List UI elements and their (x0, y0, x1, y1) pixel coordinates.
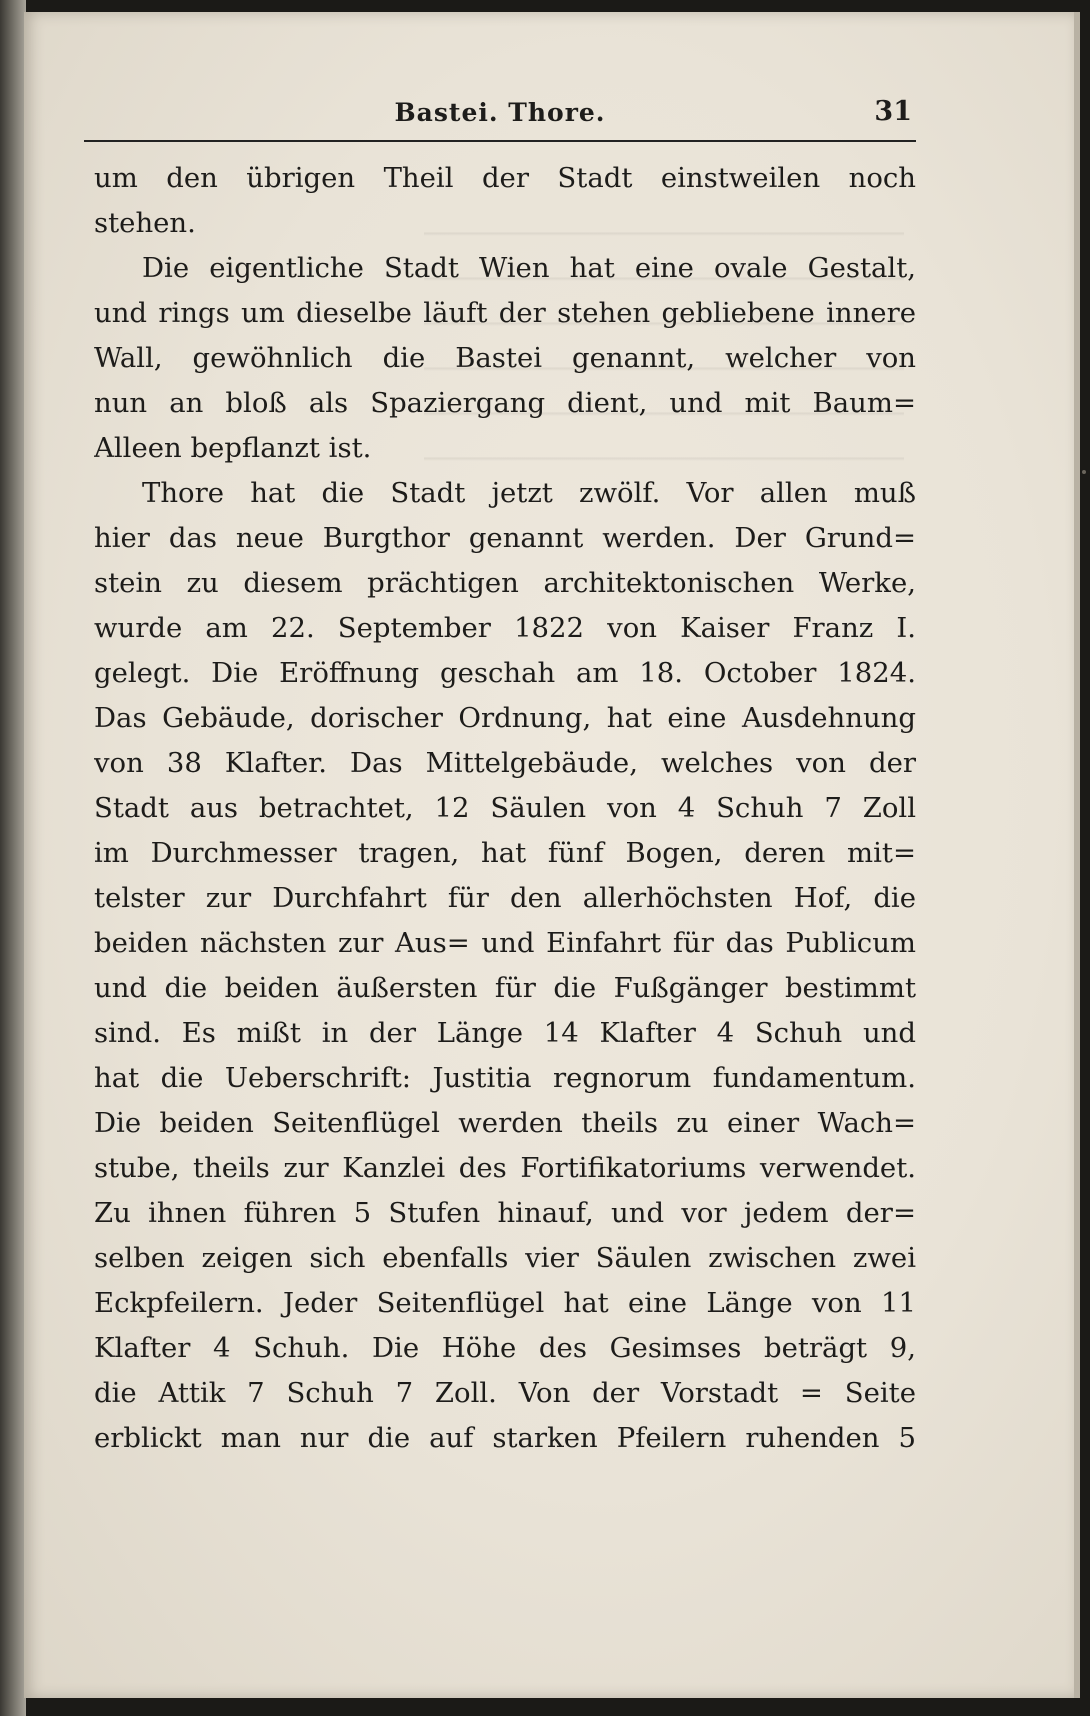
book-spine-edge (0, 0, 26, 1716)
text-line: Stadt aus betrachtet, 12 Säulen von 4 Schuh 7 Zoll (94, 792, 916, 824)
ink-speck (1082, 470, 1086, 474)
page-header (84, 96, 916, 142)
text-line: Die beiden Seitenflügel werden theils zu einer Wach= (94, 1107, 916, 1139)
text-line: Die eigentliche Stadt Wien hat eine ovale Gestalt, (142, 252, 916, 284)
text-line: gelegt. Die Eröffnung geschah am 18. October 1824. (94, 657, 916, 689)
text-line: von 38 Klafter. Das Mittelgebäude, welches von der (94, 747, 916, 779)
text-line: selben zeigen sich ebenfalls vier Säulen zwischen zwei (94, 1242, 916, 1274)
text-line: wurde am 22. September 1822 von Kaiser Franz I. (94, 612, 916, 644)
text-line: hier das neue Burgthor genannt werden. Der Grund= (94, 522, 916, 554)
text-line: stube, theils zur Kanzlei des Fortifikatoriums verwendet. (94, 1152, 916, 1184)
text-line: und die beiden äußersten für die Fußgänger bestimmt (94, 972, 916, 1004)
page-number: 31 (874, 96, 912, 127)
text-line: hat die Ueberschrift: Justitia regnorum fundamentum. (94, 1062, 916, 1094)
text-line: Zu ihnen führen 5 Stufen hinauf, und vor jedem der= (94, 1197, 916, 1229)
text-line: nun an bloß als Spaziergang dient, und mit Baum= (94, 387, 916, 419)
text-line: Thore hat die Stadt jetzt zwölf. Vor allen muß (142, 477, 916, 509)
running-title: Bastei. Thore. (394, 98, 606, 127)
text-line: Wall, gewöhnlich die Bastei genannt, welcher von (94, 342, 916, 374)
text-line: stein zu diesem prächtigen architektonischen Werke, (94, 567, 916, 599)
text-line: erblickt man nur die auf starken Pfeilern ruhenden 5 (94, 1422, 916, 1454)
text-line: stehen. (94, 207, 196, 239)
text-line: um den übrigen Theil der Stadt einstweilen noch (94, 162, 916, 194)
text-line: telster zur Durchfahrt für den allerhöchsten Hof, die (94, 882, 916, 914)
text-line: Alleen bepflanzt ist. (94, 432, 372, 464)
text-line: im Durchmesser tragen, hat fünf Bogen, deren mit= (94, 837, 916, 869)
body-text (94, 156, 916, 1461)
text-line: und rings um dieselbe läuft der stehen gebliebene innere (94, 297, 916, 329)
text-line: beiden nächsten zur Aus= und Einfahrt für das Publicum (94, 927, 916, 959)
text-line: Eckpfeilern. Jeder Seitenflügel hat eine Länge von 11 (94, 1287, 916, 1319)
text-line: die Attik 7 Schuh 7 Zoll. Von der Vorstadt = Seite (94, 1377, 916, 1409)
text-line: Das Gebäude, dorischer Ordnung, hat eine Ausdehnung (94, 702, 916, 734)
text-line: Klafter 4 Schuh. Die Höhe des Gesimses beträgt 9, (94, 1332, 916, 1364)
text-line: sind. Es mißt in der Länge 14 Klafter 4 Schuh und (94, 1017, 916, 1049)
